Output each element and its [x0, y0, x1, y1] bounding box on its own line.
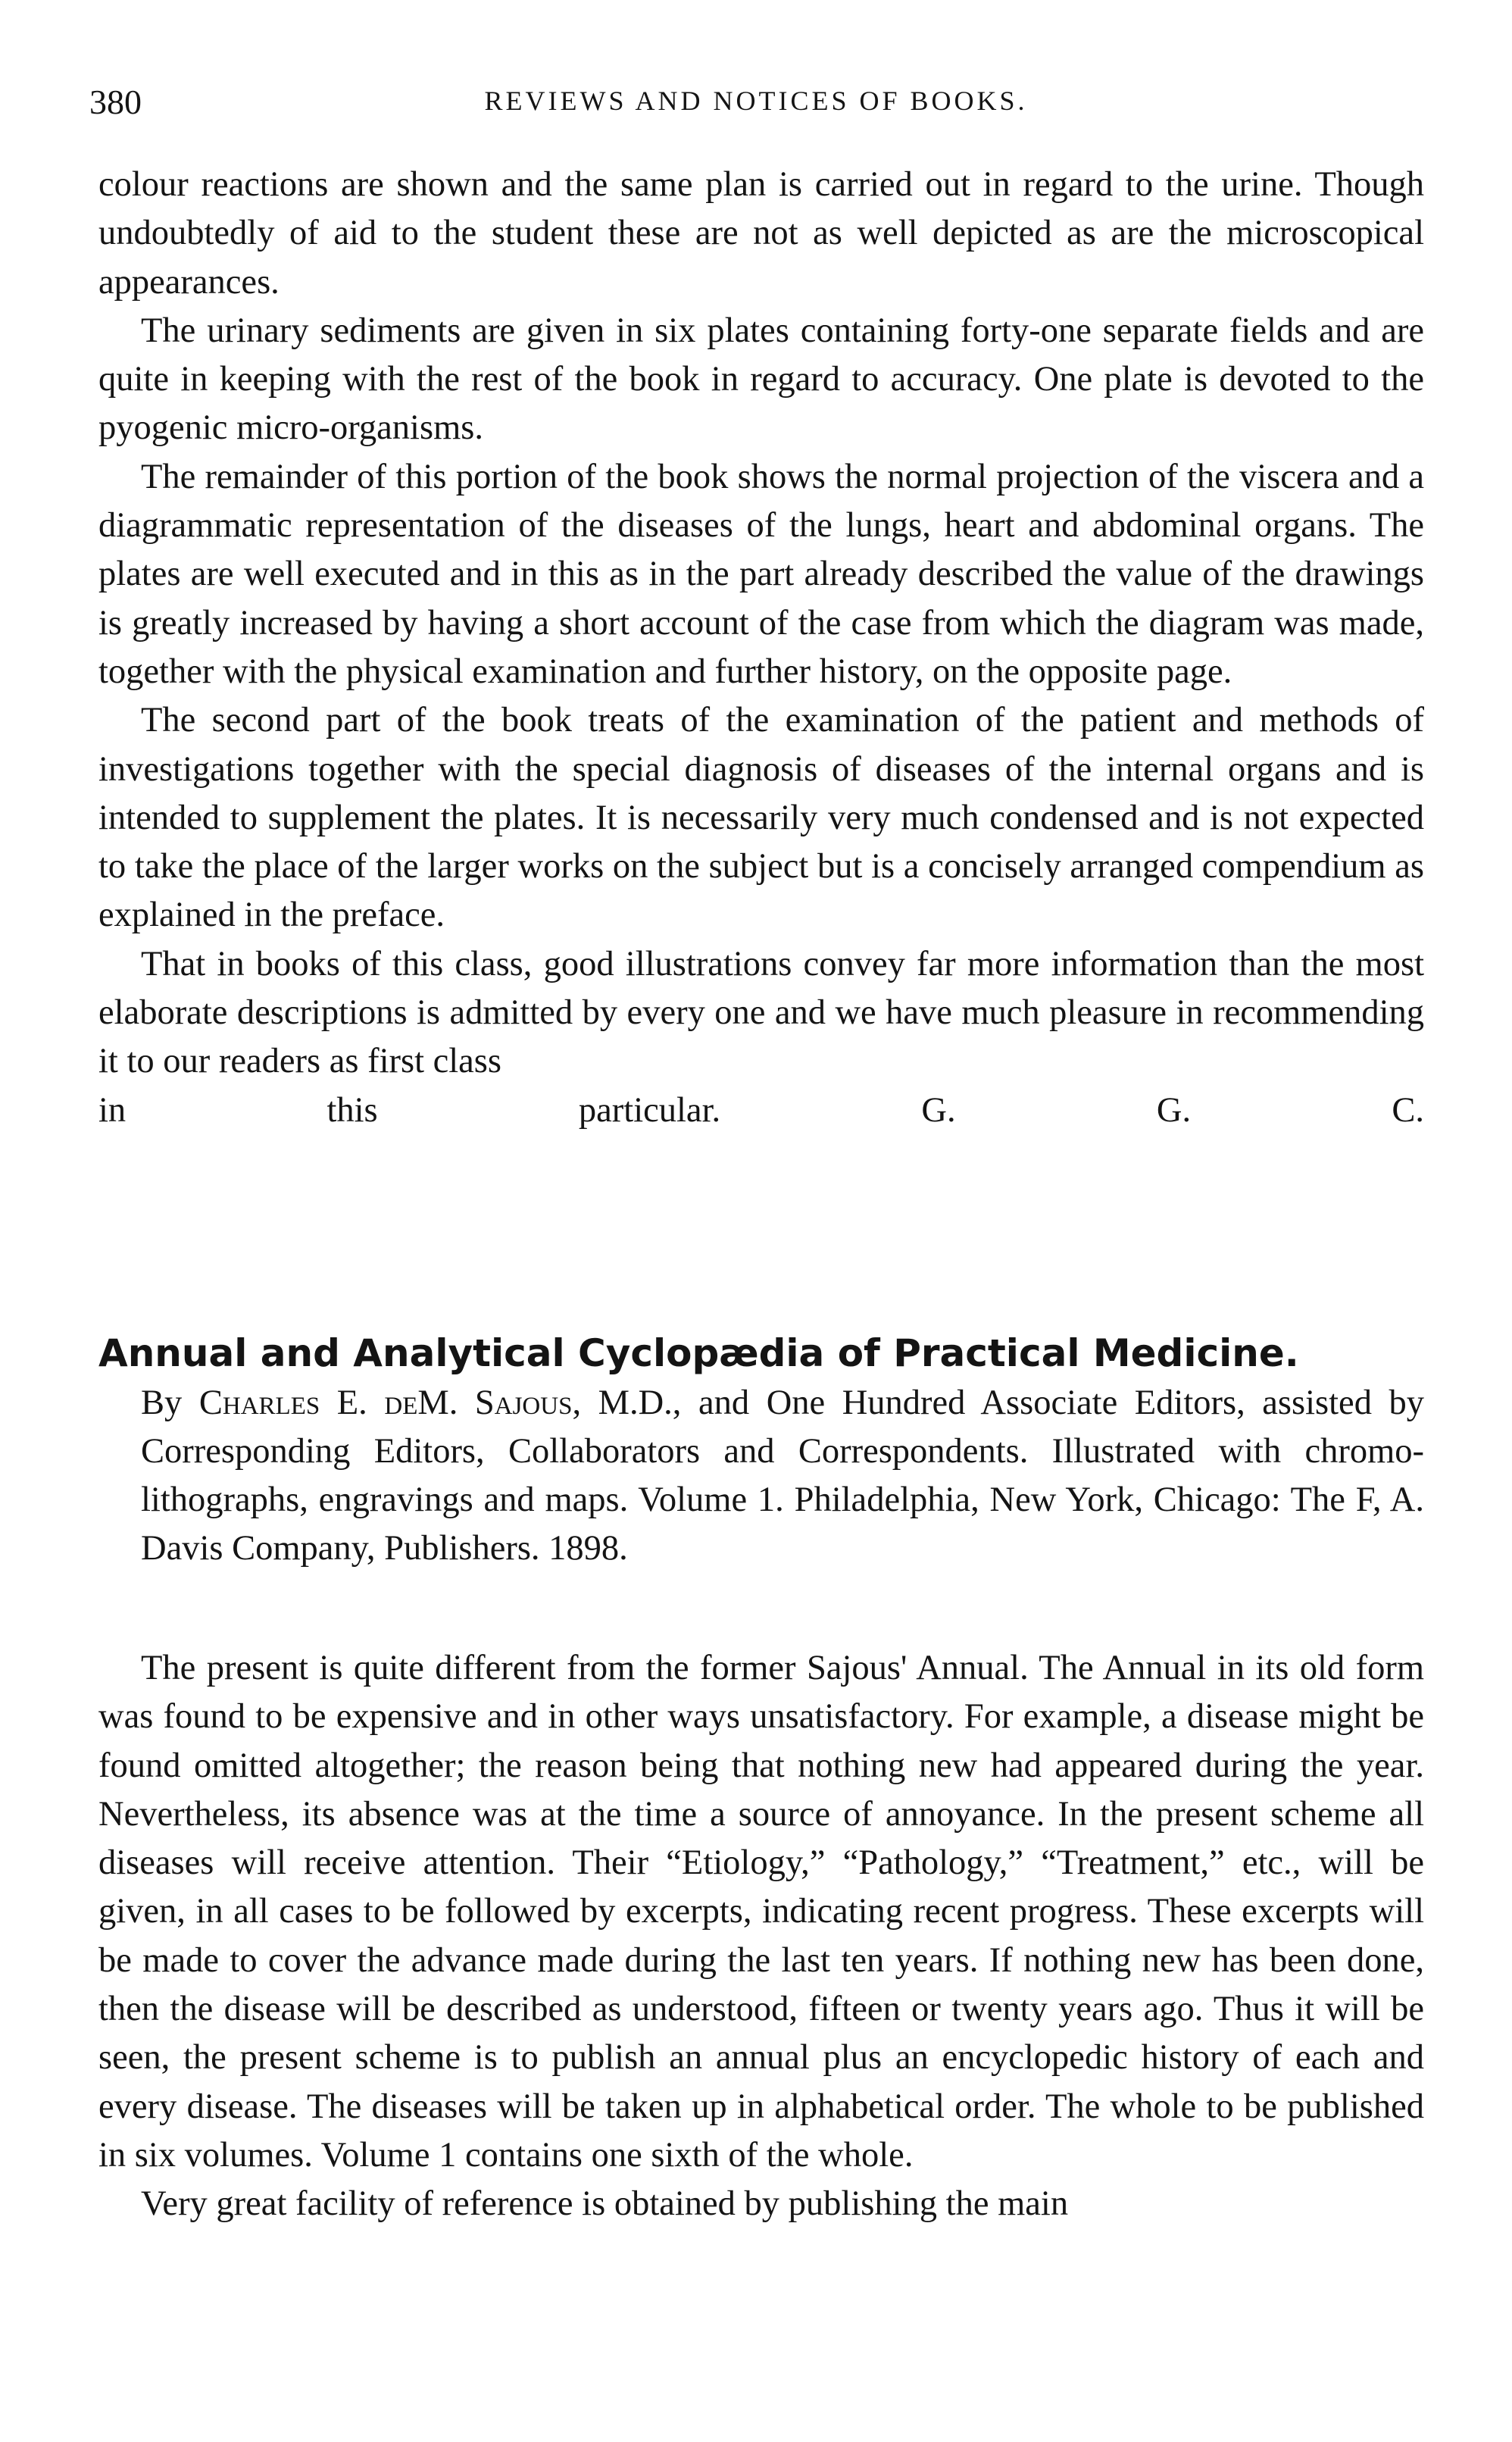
running-title: REVIEWS AND NOTICES OF BOOKS.	[484, 86, 1028, 116]
page-number: 380	[89, 83, 142, 121]
paragraph-good-illustrations	[98, 940, 1424, 1087]
paragraph-facility-of-reference: Very great facility of reference is obtained by publishing the main	[141, 2184, 1069, 2224]
paragraph-viscera-plates: The remainder of this portion of the book shows the normal projection of the viscera and a diagrammatic representation of the diseases of the lungs, heart and abdominal organs. The plates are well executed and in this as in the part already described the value of the drawings is greatly increased by having a short account of the case from which the diagram was made, together with the physical examination and further history, on the opposite page.	[98, 457, 1424, 691]
paragraph-colour-reactions: colour reactions are shown and the same plan is carried out in regard to the urine. Though undoubtedly of aid to the student these are not as well depicted as are the microscopical appearances.	[98, 165, 1424, 302]
closing-line-text: in this particular.	[98, 1090, 721, 1130]
book-imprint	[98, 1379, 1424, 1573]
book-title: Annual and Analytical Cyclopædia of Practical Medicine.	[98, 1331, 1299, 1375]
paragraph-present-annual: The present is quite different from the former Sajous' Annual. The Annual in its old form was found to be expensive and in other ways unsatisfactory. For example, a disease might be found omitted altogether; the reason being that nothing new had appeared during the year. Nevertheless, its absence was at the time a source of annoyance. In the present scheme all diseases will receive attention. Their “Etiology,” “Pathology,” “Treatment,” etc., will be given, in all cases to be followed by excerpts, indicating recent progress. These excerpts will be made to cover the advance made during the last ten years. If nothing new has been done, then the disease will be described as understood, fifteen or twenty years ago. Thus it will be seen, the present scheme is to publish an annual plus an encyclopedic history of each and every disease. The diseases will be taken up in alphabetical order. The whole to be published in six volumes. Volume 1 contains one sixth of the whole.	[98, 1649, 1424, 2175]
author-name: Charles E. deM. Sajous	[198, 1384, 573, 1422]
reviewer-signature: G. G. C.	[921, 1090, 1424, 1130]
review-continuation	[98, 161, 1424, 1135]
closing-line	[98, 1087, 1424, 1135]
byline-rest: , M.D., and One Hundred Associate Editors, assisted by Corresponding Editors, Collaborators and Correspondents. Illustrated with chromo-lithographs, engravings and maps. Volume 1. Philadelphia, New York, Chicago: The F, A. Davis Company, Publishers. 1898.	[141, 1384, 1425, 1568]
running-head	[89, 82, 1423, 130]
paragraph-urinary-sediments: The urinary sediments are given in six plates containing forty-one separate fields and are quite in keeping with the rest of the book in regard to accuracy. One plate is devoted to the pyogenic micro-organisms.	[98, 311, 1424, 448]
byline-prefix: By	[141, 1384, 199, 1422]
review-heading	[98, 1327, 1424, 1573]
paragraph-second-part: The second part of the book treats of the examination of the patient and methods of investigations together with the special diagnosis of diseases of the internal organs and is intended to supplement the plates. It is necessarily very much condensed and is not expected to take the place of the larger works on the subject but is a concisely arranged compendium as explained in the preface.	[98, 701, 1424, 935]
review-body	[98, 1644, 1424, 2229]
paragraph-good-illustrations-text: That in books of this class, good illustrations convey far more information than the most elaborate descriptions is admitted by every one and we have much pleasure in recommending it to our readers as first class	[98, 944, 1424, 1081]
